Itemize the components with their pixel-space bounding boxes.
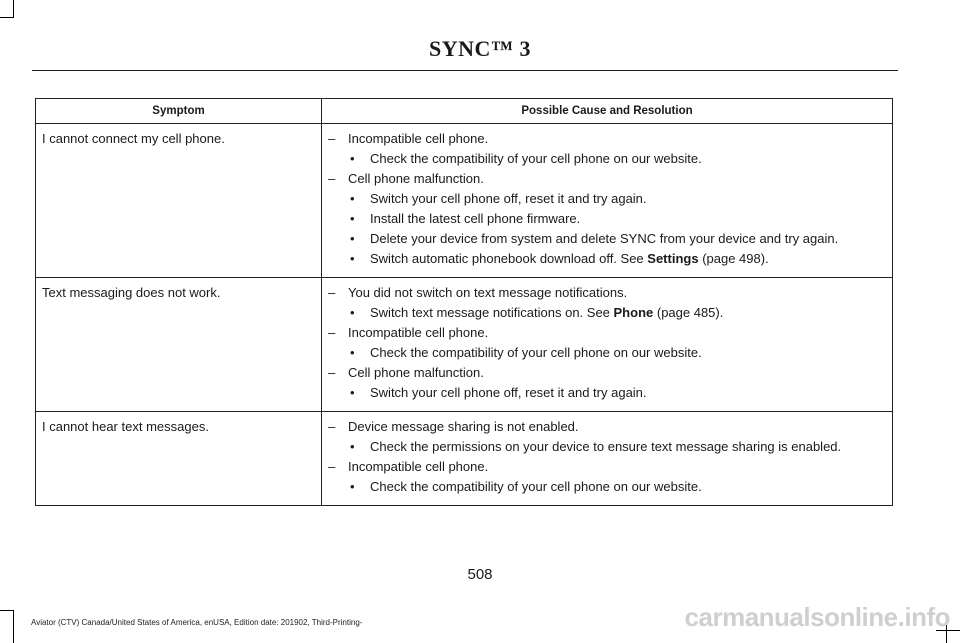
table-header-row <box>36 99 893 124</box>
cause-text: Cell phone malfunction. <box>348 365 484 380</box>
resolution-text: Switch your cell phone off, reset it and try again. <box>370 191 647 206</box>
dash-marker: – <box>328 131 336 146</box>
cross-reference: Phone <box>613 305 654 320</box>
cause-column-header: Possible Cause and Resolution <box>322 99 893 124</box>
cause-text: Incompatible cell phone. <box>348 131 489 146</box>
dash-marker: – <box>328 419 336 434</box>
resolution-item <box>328 477 886 497</box>
bullet-marker: • <box>350 211 355 226</box>
title-rule <box>32 70 898 71</box>
bullet-marker: • <box>350 151 355 166</box>
resolution-item <box>328 209 886 229</box>
watermark: carmanualsonline.info <box>684 602 950 632</box>
resolution-text: Check the compatibility of your cell phone on our website. <box>370 345 702 360</box>
page-reference: (page 485). <box>653 305 724 320</box>
symptom-cell: I cannot hear text messages. <box>36 412 322 506</box>
resolution-item <box>328 343 886 363</box>
bullet-marker: • <box>350 345 355 360</box>
symptom-column-header: Symptom <box>36 99 322 124</box>
symptom-cell: Text messaging does not work. <box>36 278 322 412</box>
dash-marker: – <box>328 285 336 300</box>
cause-text: You did not switch on text message notifications. <box>348 285 628 300</box>
crop-mark-top-left-v <box>13 0 14 18</box>
resolution-text: Switch text message notifications on. See <box>370 305 614 320</box>
resolution-text: Check the permissions on your device to ensure text message sharing is enabled. <box>370 439 842 454</box>
cause-text: Incompatible cell phone. <box>348 459 489 474</box>
bullet-marker: • <box>350 305 355 320</box>
resolution-text: Delete your device from system and delete SYNC from your device and try again. <box>370 231 839 246</box>
cause-item <box>328 323 886 343</box>
table-row <box>36 412 893 506</box>
cause-item <box>328 457 886 477</box>
page-title: SYNC™ 3 <box>429 36 531 61</box>
cross-reference: Settings <box>647 251 699 266</box>
crop-mark-bottom-left-v <box>13 610 14 643</box>
bullet-marker: • <box>350 251 355 266</box>
resolution-item <box>328 149 886 169</box>
resolution-item <box>328 189 886 209</box>
bullet-marker: • <box>350 479 355 494</box>
troubleshooting-table <box>35 98 893 506</box>
resolution-text: Check the compatibility of your cell phone on our website. <box>370 151 702 166</box>
page-number: 508 <box>467 566 493 583</box>
cause-text: Cell phone malfunction. <box>348 171 484 186</box>
cause-item <box>328 129 886 149</box>
dash-marker: – <box>328 325 336 340</box>
bullet-marker: • <box>350 385 355 400</box>
resolution-text: Check the compatibility of your cell phone on our website. <box>370 479 702 494</box>
cause-cell <box>322 124 893 278</box>
table-body <box>36 124 893 506</box>
cause-item <box>328 417 886 437</box>
resolution-item <box>328 249 886 269</box>
bullet-marker: • <box>350 191 355 206</box>
cause-cell <box>322 412 893 506</box>
page-reference: (page 498). <box>698 251 769 266</box>
bullet-marker: • <box>350 439 355 454</box>
cause-item <box>328 169 886 189</box>
resolution-text: Switch automatic phonebook download off. See <box>370 251 648 266</box>
cause-item <box>328 283 886 303</box>
resolution-item <box>328 303 886 323</box>
cause-text: Device message sharing is not enabled. <box>348 419 579 434</box>
resolution-item <box>328 229 886 249</box>
resolution-item <box>328 437 886 457</box>
crop-mark-bottom-left-h <box>0 610 14 611</box>
cause-text: Incompatible cell phone. <box>348 325 489 340</box>
table-row <box>36 124 893 278</box>
dash-marker: – <box>328 365 336 380</box>
resolution-text: Switch your cell phone off, reset it and try again. <box>370 385 647 400</box>
bullet-marker: • <box>350 231 355 246</box>
dash-marker: – <box>328 459 336 474</box>
resolution-item <box>328 383 886 403</box>
crop-mark-top-left-h <box>0 17 14 18</box>
symptom-cell: I cannot connect my cell phone. <box>36 124 322 278</box>
dash-marker: – <box>328 171 336 186</box>
cause-item <box>328 363 886 383</box>
table-row <box>36 278 893 412</box>
footer-edition-info: Aviator (CTV) Canada/United States of America, enUSA, Edition date: 201902, Third-Printing- <box>31 618 363 627</box>
resolution-text: Install the latest cell phone firmware. <box>370 211 581 226</box>
cause-cell <box>322 278 893 412</box>
